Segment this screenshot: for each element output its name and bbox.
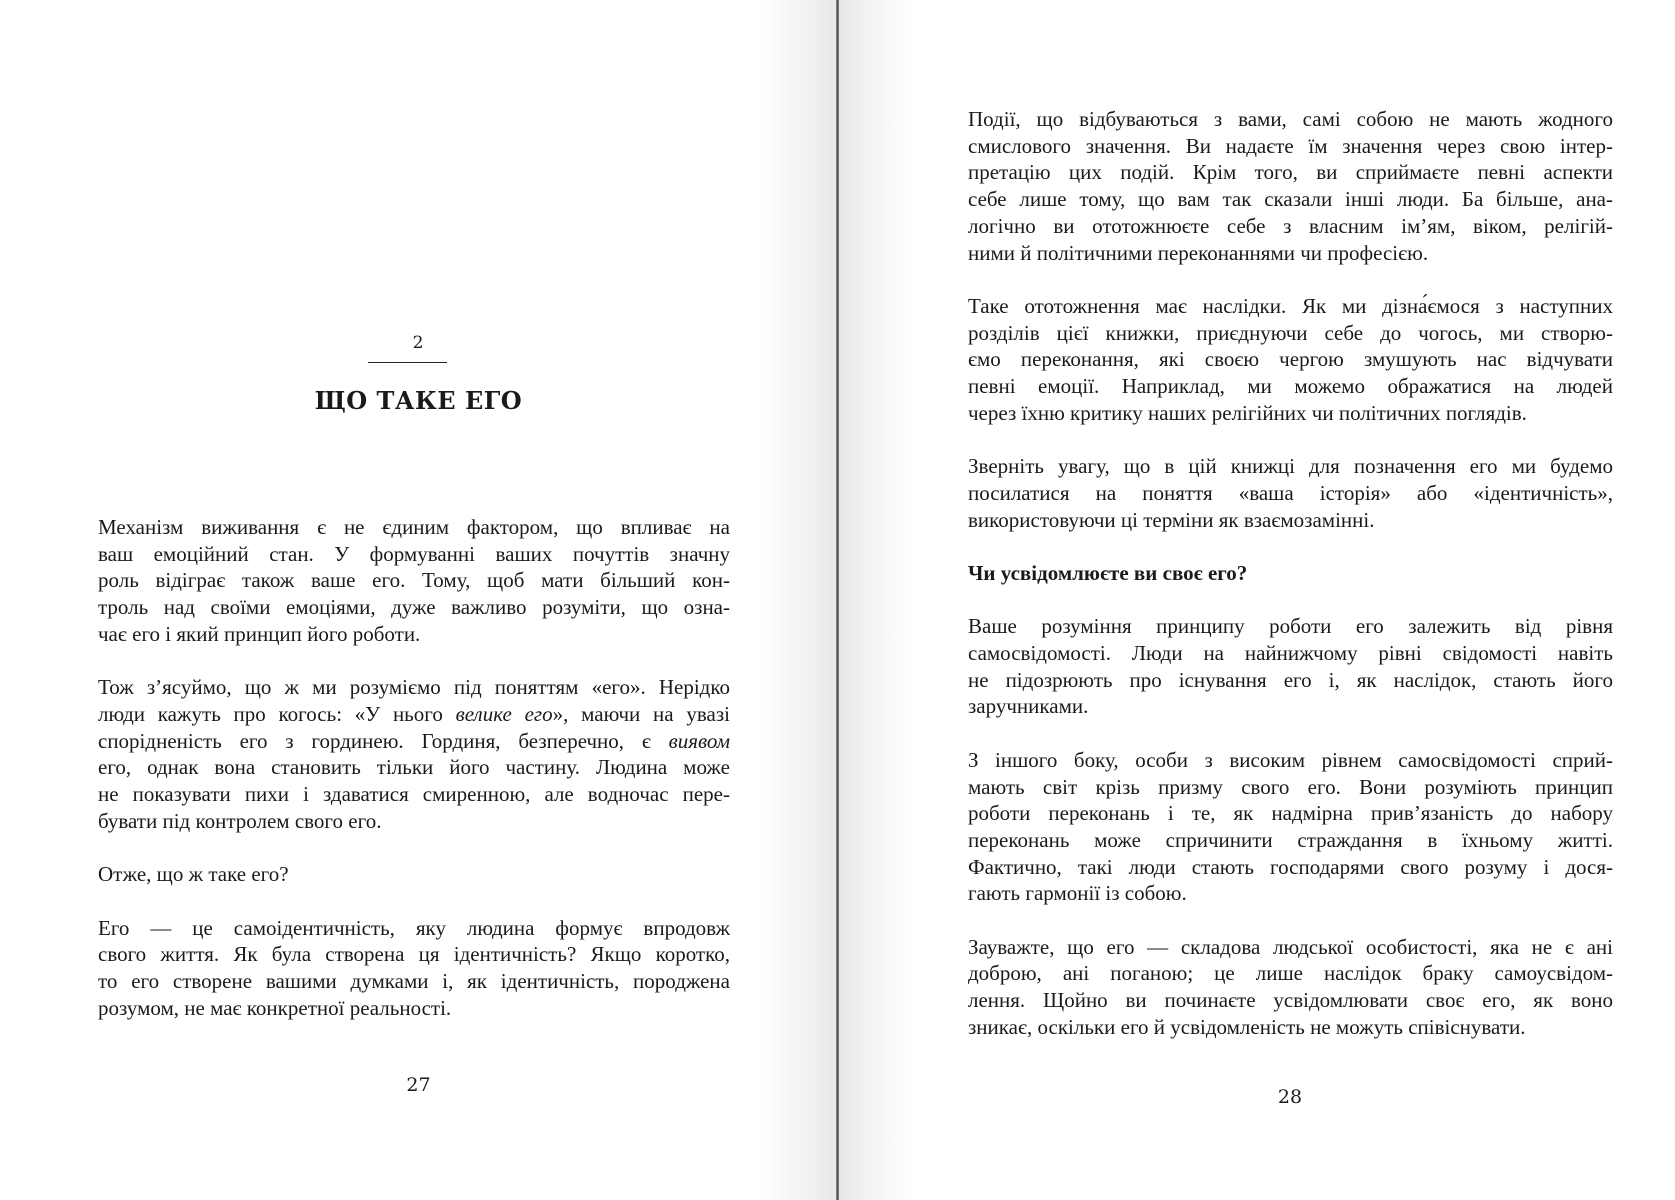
text-line: переконань може спричинити страждання в їхньому житті. bbox=[968, 827, 1613, 852]
text-line: то его створене вашими думками і, як ідентичність, породжена bbox=[98, 968, 730, 993]
paragraph bbox=[968, 106, 1613, 266]
text-line: Зверніть увагу, що в цій книжці для позначення его ми будемо bbox=[968, 454, 1613, 479]
text-line: себе лише тому, що вам так сказали інші люди. Ба більше, ана- bbox=[968, 187, 1613, 212]
right-page-body bbox=[968, 106, 1613, 1041]
text-line: розумом, не має конкретної реальності. bbox=[98, 995, 452, 1020]
text-line: розділів цієї книжки, приєднуючи себе до чогось, ми створю- bbox=[968, 320, 1613, 345]
text-line: З іншого боку, особи з високим рівнем самосвідомості сприй- bbox=[968, 747, 1613, 772]
text-line: через їхню критику наших релігійних чи політичних поглядів. bbox=[968, 400, 1527, 425]
text-line: свого життя. Як була створена ця ідентичність? Якщо коротко, bbox=[98, 942, 730, 967]
left-page-body bbox=[98, 514, 730, 1021]
text-line: претацію цих подій. Крім того, ви сприймаєте певні аспекти bbox=[968, 160, 1613, 185]
text-line: Чи усвідомлюєте ви своє его? bbox=[968, 560, 1248, 585]
text-line: Події, що відбуваються з вами, самі собою не мають жодного bbox=[968, 107, 1613, 131]
text-line: не підозрюють про існування его і, як наслідок, стають його bbox=[968, 667, 1613, 692]
emphasis: велике его bbox=[455, 701, 553, 726]
text-line: спорідненість его з гординею. Гординя, безперечно, є виявом bbox=[98, 728, 730, 753]
right-page bbox=[839, 0, 1675, 1200]
text-line: ваш емоційний стан. У формуванні ваших почуттів значну bbox=[98, 541, 730, 566]
text-line: роботи переконань і те, як надмірна прив’язаність до набору bbox=[968, 801, 1613, 826]
text-line: гають гармонії із собою. bbox=[968, 881, 1187, 906]
text-line: мають світ крізь призму свого его. Вони розуміють принцип bbox=[968, 774, 1613, 799]
text-line: Фактично, такі люди стають господарями свого розуму і дося- bbox=[968, 854, 1613, 879]
text-line: Зауважте, що его — складова людської особистості, яка не є ані bbox=[968, 934, 1613, 959]
paragraph bbox=[98, 674, 730, 834]
paragraph bbox=[968, 747, 1613, 907]
text-line: Отже, що ж таке его? bbox=[98, 862, 289, 887]
paragraph bbox=[98, 861, 730, 888]
paragraph bbox=[968, 293, 1613, 427]
text-line: логічно ви ототожнюєте себе з власним ім’ям, віком, релігій- bbox=[968, 213, 1613, 238]
section-subheading bbox=[968, 560, 1613, 587]
chapter-divider-rule bbox=[368, 362, 447, 363]
paragraph bbox=[968, 934, 1613, 1041]
text-line: ємо переконання, які своєю чергою змушують нас відчувати bbox=[968, 347, 1613, 372]
left-page bbox=[0, 0, 837, 1200]
text-line: певні емоції. Наприклад, ми можемо ображатися на людей bbox=[968, 374, 1613, 399]
chapter-title: ЩО ТАКЕ ЕГО bbox=[314, 386, 523, 415]
text-line: використовуючи ці терміни як взаємозамінні. bbox=[968, 507, 1375, 532]
text-line: Ваше розуміння принципу роботи его залежить від рівня bbox=[968, 614, 1613, 639]
page-number-left: 27 bbox=[406, 1074, 431, 1096]
chapter-number: 2 bbox=[412, 333, 425, 353]
emphasis: виявом bbox=[668, 728, 730, 753]
text-line: Механізм виживання є не єдиним фактором, що впливає на bbox=[98, 515, 730, 539]
text-line: роль відіграє також ваше его. Тому, щоб мати більший кон- bbox=[98, 568, 730, 593]
text-line: заручниками. bbox=[968, 694, 1089, 719]
paragraph bbox=[968, 453, 1613, 533]
text-line: люди кажуть про когось: «У нього велике его», маючи на увазі bbox=[98, 701, 730, 726]
text-line: зникає, оскільки его й усвідомленість не можуть співіснувати. bbox=[968, 1014, 1526, 1039]
text-line: самосвідомості. Люди на найнижчому рівні свідомості навіть bbox=[968, 641, 1613, 665]
text-line: Тож з’ясуймо, що ж ми розуміємо під поняттям «его». Нерідко bbox=[98, 675, 730, 700]
text-line: смислового значення. Ви надаєте їм значення через свою інтер- bbox=[968, 133, 1613, 158]
page-number-right: 28 bbox=[1277, 1086, 1303, 1108]
text-line: не показувати пихи і здаватися смиренною, але водночас пере- bbox=[98, 782, 730, 807]
text-line: его, однак вона становить тільки його частину. Людина може bbox=[98, 755, 730, 780]
text-line: бувати під контролем свого его. bbox=[98, 808, 382, 833]
text-line: посилатися на поняття «ваша історія» або «ідентичність», bbox=[968, 480, 1613, 505]
paragraph bbox=[98, 514, 730, 648]
text-line: Его — це самоідентичність, яку людина формує впродовж bbox=[98, 915, 730, 940]
text-line: лення. Щойно ви починаєте усвідомлювати своє его, як воно bbox=[968, 988, 1613, 1013]
text-line: чає его і який принцип його роботи. bbox=[98, 621, 421, 646]
paragraph bbox=[968, 613, 1613, 720]
text-line: доброю, ані поганою; це лише наслідок браку самоусвідом- bbox=[968, 961, 1613, 986]
paragraph bbox=[98, 915, 730, 1022]
text-line: Таке ототожнення має наслідки. Як ми дізна́ємося з наступних bbox=[968, 293, 1613, 318]
text-line: ними й політичними переконаннями чи професією. bbox=[968, 240, 1429, 265]
text-line: троль над своїми емоціями, дуже важливо розуміти, що озна- bbox=[98, 595, 730, 620]
